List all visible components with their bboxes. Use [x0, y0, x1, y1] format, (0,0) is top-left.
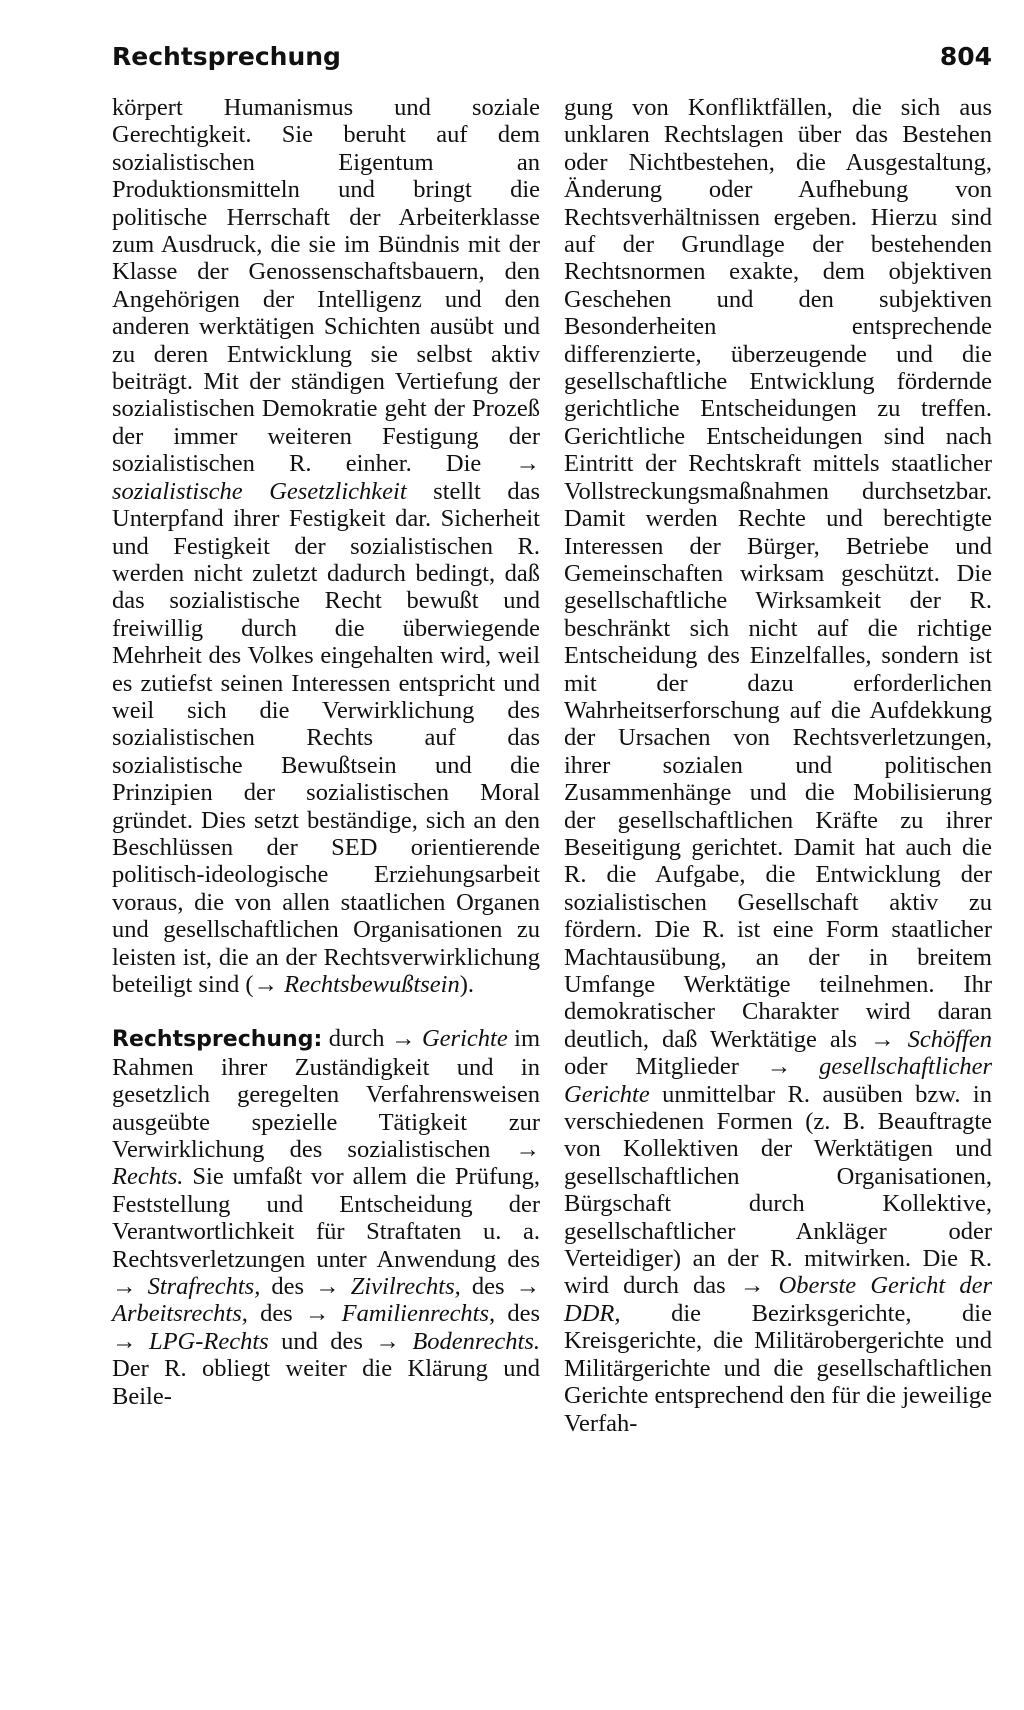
- cross-reference-arrow-icon: →: [112, 1327, 137, 1355]
- cross-reference-arrow-icon: →: [304, 1300, 330, 1328]
- body-text: Der R. obliegt weiter die Klärung und Beile-: [112, 1355, 540, 1410]
- cross-reference-arrow-icon: →: [315, 1273, 340, 1301]
- cross-reference-arrow-icon: →: [253, 971, 279, 998]
- body-text: die Bezirksgerichte, die Kreisgerichte, die Militärobergerichte und Militärgerichte und die gesellschaftlichen Gerichte entsprechend den für die jeweilige Verfah-: [564, 1299, 992, 1437]
- cross-reference-link[interactable]: Rechtsbewußtsein: [284, 971, 460, 998]
- cross-reference-link[interactable]: Strafrechts,: [147, 1273, 261, 1301]
- body-text: des: [507, 1300, 541, 1328]
- cross-reference-link[interactable]: Zivilrechts,: [350, 1273, 461, 1301]
- body-text: durch: [328, 1025, 385, 1053]
- cross-reference-arrow-icon: →: [739, 1272, 765, 1300]
- body-text: stellt das Unterpfand ihrer Festigkeit dar. Sicherheit und Festigkeit der sozialistischen R. werden nicht zuletzt dadurch bedingt, daß das sozialistische Recht bewußt und freiwillig durch die überwiegende Mehrheit des Volkes eingehalten wird, weil es zutiefst seinen Interessen entspricht und weil sich die Verwirklichung des sozialistischen Rechts auf das sozialistische Bewußtsein und die Prinzipien der sozialistischen Moral gründet. Dies setzt beständige, sich an den Beschlüssen der SED orientierende politisch-ideologische Erziehungsarbeit voraus, die von allen staatlichen Organen und gesellschaftlichen Organisationen zu leisten ist, die an der Rechtsverwirklichung beteiligt sind (: [112, 477, 541, 998]
- cross-reference-arrow-icon: →: [515, 1273, 541, 1301]
- cross-reference-arrow-icon: →: [766, 1053, 792, 1081]
- body-text: des: [271, 1273, 305, 1301]
- body-text: unmittelbar R. ausüben bzw. in verschiedenen Formen (z. B. Beauftragte von Kollektiven der Werktätigen und gesellschaftlichen Organisationen, Bürgschaft durch Kollektive, gesellschaftlicher Ankläger oder Verteidiger) an der R. mitwirken. Die R. wird durch das: [564, 1080, 992, 1300]
- cross-reference-link[interactable]: gesellschaftlicher Gerichte: [564, 1053, 992, 1108]
- cross-reference-link[interactable]: Oberste Gericht der DDR,: [564, 1272, 993, 1327]
- body-text: Sie umfaßt vor allem die Prüfung, Feststellung und Entscheidung der Verantwortlichkeit für Straftaten u. a. Rechtsverletzungen unter Anwendung des: [112, 1163, 541, 1273]
- cross-reference-arrow-icon: →: [391, 1025, 416, 1053]
- body-text: oder Mitglieder: [564, 1053, 739, 1081]
- body-text: gung von Konfliktfällen, die sich aus unklaren Rechtslagen über das Bestehen oder Nichtbestehen, die Ausgestaltung, Änderung oder Aufhebung von Rechtsverhältnissen ergeben. Hierzu sind auf der Grundlage der bestehenden Rechtsnormen exakte, dem objektiven Geschehen und den subjektiven Besonderheiten entsprechende differenzierte, überzeugende und die gesellschaftliche Entwicklung fördernde gerichtliche Entscheidungen zu treffen. Gerichtliche Entscheidungen sind nach Eintritt der Rechtskraft mittels staatlicher Vollstreckungsmaßnahmen durchsetzbar. Damit werden Rechte und berechtigte Interessen der Bürger, Betriebe und Gemeinschaften wirksam geschützt. Die gesellschaftliche Wirksamkeit der R. beschränkt sich nicht auf die richtige Entscheidung des Einzelfalles, sondern ist mit der dazu erforderlichen Wahrheitserforschung auf die Aufdekkung der Ursachen von Rechtsverletzungen, ihrer sozialen und politischen Zusammenhänge und die Mobilisierung der gesellschaftlichen Kräfte zu ihrer Beseitigung gerichtet. Damit hat auch die R. die Aufgabe, die Entwicklung der sozialistischen Gesellschaft aktiv zu fördern. Die R. ist eine Form staatlicher Machtausübung, an der in breitem Umfange Werktätige teilnehmen. Ihr demokratischer Charakter wird daran deutlich, daß Werktätige als: [564, 94, 992, 1053]
- paragraph-continued: [564, 94, 992, 1437]
- cross-reference-link[interactable]: Arbeitsrechts,: [112, 1300, 248, 1328]
- cross-reference-link[interactable]: Familienrechts,: [341, 1300, 496, 1328]
- cross-reference-link[interactable]: Gerichte: [421, 1025, 508, 1053]
- body-text: des: [471, 1273, 505, 1301]
- dictionary-entry: [112, 1025, 540, 1410]
- cross-reference-arrow-icon: →: [375, 1327, 400, 1355]
- running-head-title: Rechtsprechung: [112, 42, 341, 71]
- entry-headword: Rechtsprechung:: [112, 1027, 323, 1053]
- cross-reference-arrow-icon: →: [515, 450, 541, 478]
- cross-reference-arrow-icon: →: [515, 1136, 541, 1164]
- page-number: 804: [939, 42, 992, 71]
- body-text: des: [260, 1300, 293, 1328]
- cross-reference-link[interactable]: Bodenrechts.: [412, 1327, 541, 1355]
- body-text: ).: [459, 971, 475, 998]
- cross-reference-link[interactable]: LPG-Rechts: [148, 1327, 269, 1355]
- cross-reference-arrow-icon: →: [870, 1025, 895, 1053]
- body-text: im Rahmen ihrer Zuständigkeit und in gesetzlich geregelten Verfahrensweisen ausgeübte spezielle Tätigkeit zur Verwirklichung des sozialistischen: [112, 1025, 541, 1164]
- cross-reference-arrow-icon: →: [112, 1273, 137, 1301]
- cross-reference-link[interactable]: Rechts.: [112, 1163, 184, 1191]
- cross-reference-link[interactable]: Schöffen: [907, 1025, 992, 1053]
- right-column: [564, 94, 992, 1437]
- body-text: und des: [281, 1327, 363, 1355]
- paragraph-continued: [112, 94, 540, 998]
- left-column: [112, 94, 540, 1410]
- cross-reference-link[interactable]: sozialistische Gesetzlichkeit: [112, 477, 407, 505]
- body-text: körpert Humanismus und soziale Gerechtigkeit. Sie beruht auf dem sozialistischen Eigentum an Produktionsmitteln und bringt die politische Herrschaft der Arbeiterklasse zum Ausdruck, die sie im Bündnis mit der Klasse der Genossenschaftsbauern, den Angehörigen der Intelligenz und den anderen werktätigen Schichten ausübt und zu deren Entwicklung sie selbst aktiv beiträgt. Mit der ständigen Vertiefung der sozialistischen Demokratie geht der Prozeß der immer weiteren Festigung der sozialistischen R. einher. Die: [112, 94, 540, 478]
- running-head: [112, 42, 992, 82]
